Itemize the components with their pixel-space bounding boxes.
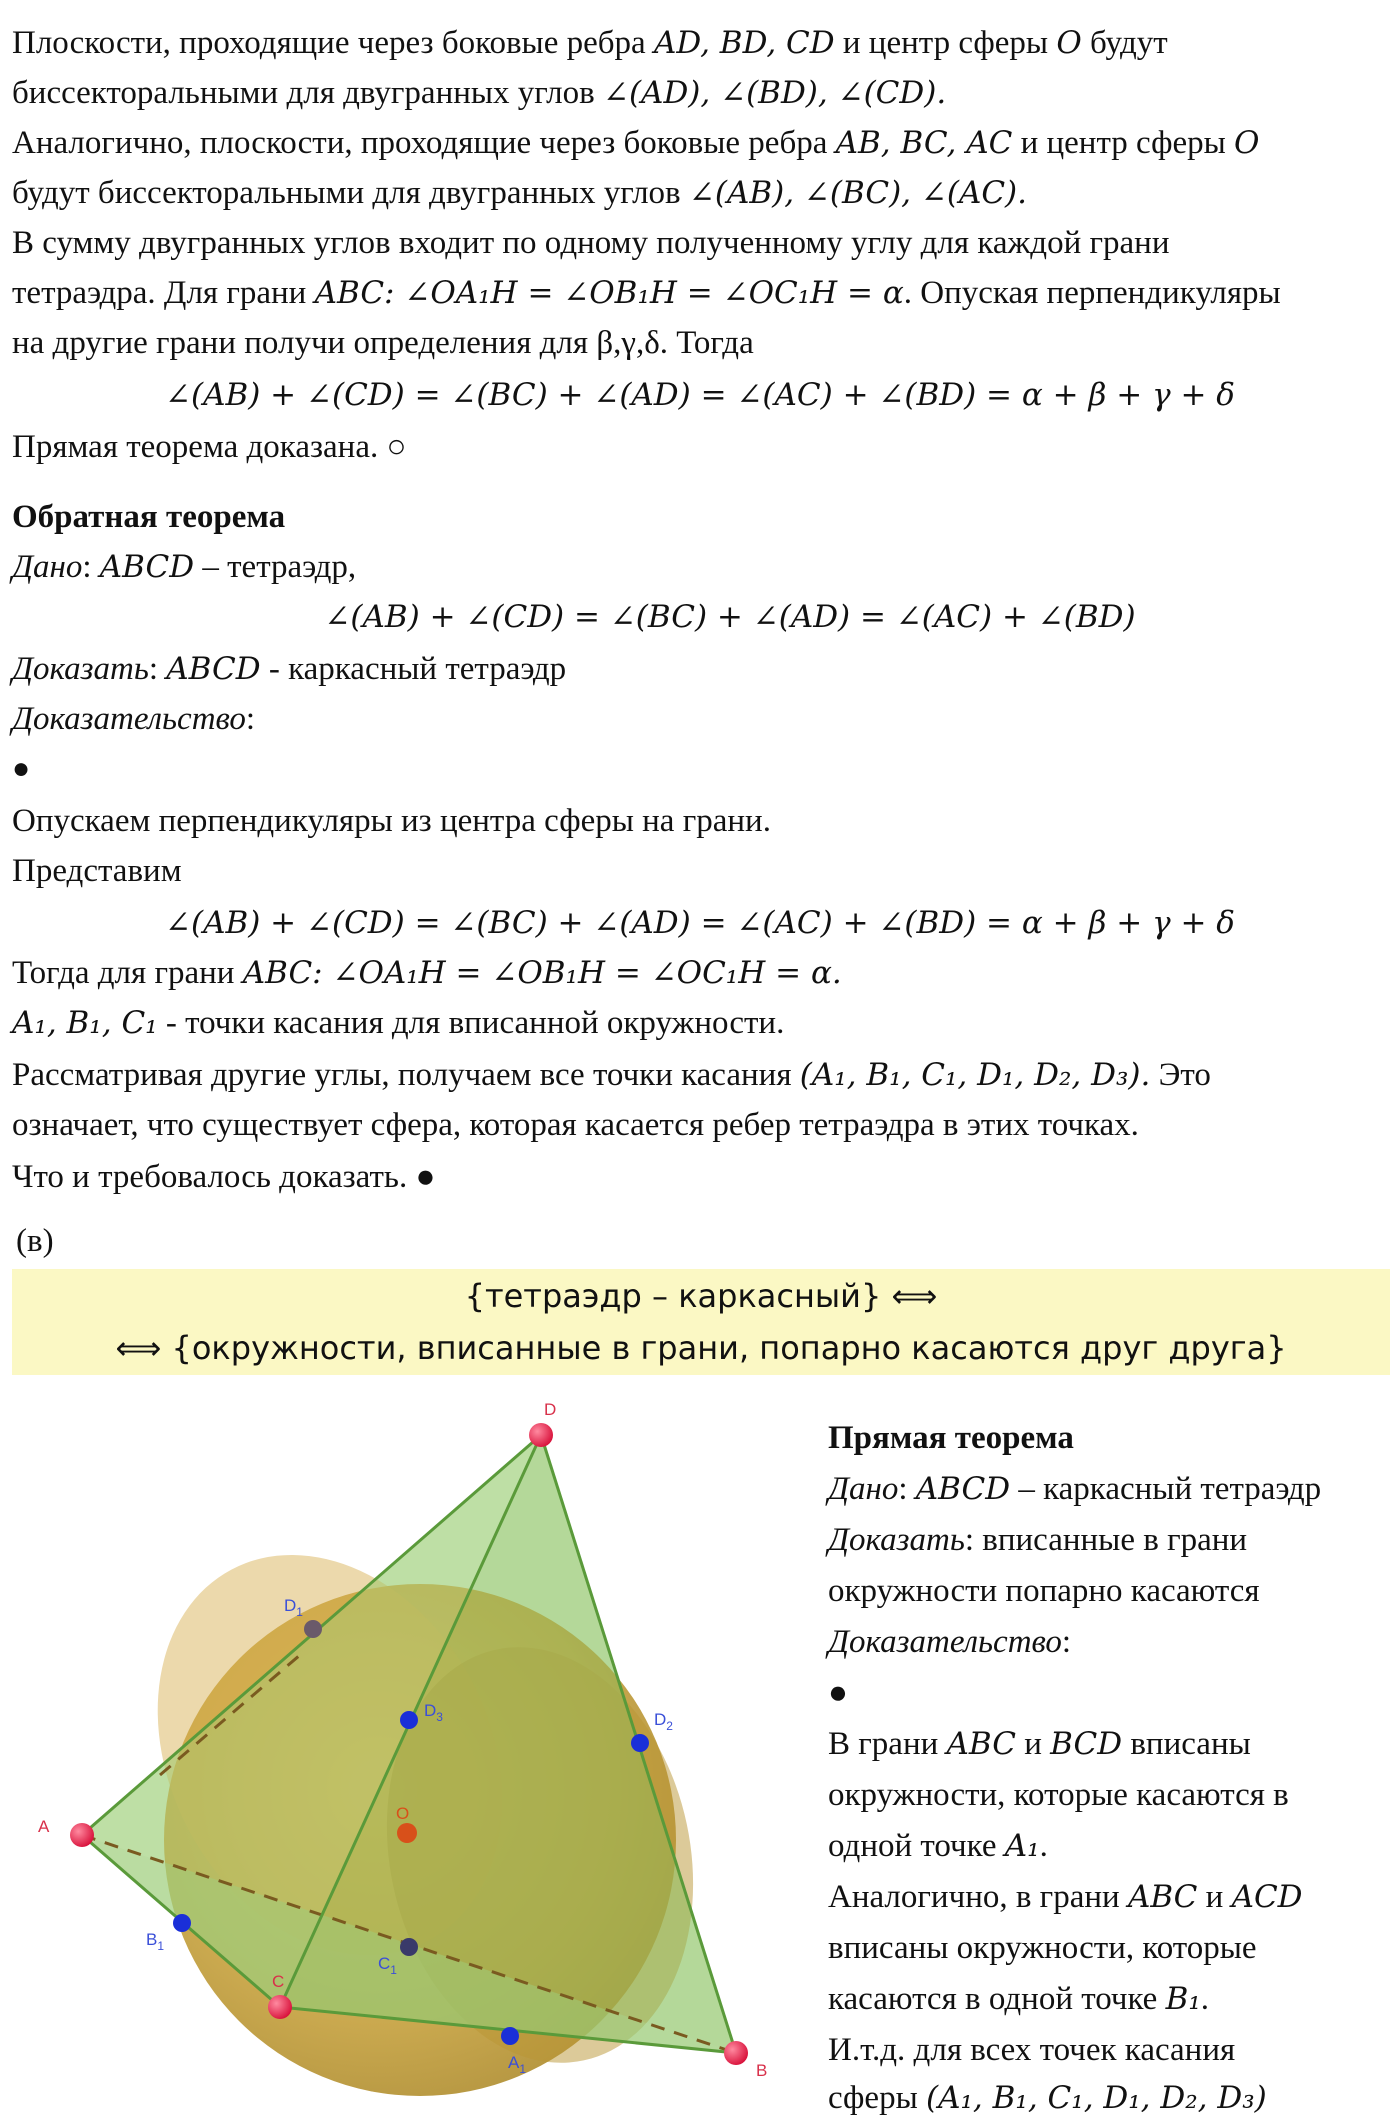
text-line — [828, 1974, 1209, 2025]
text-line: Представим — [12, 853, 182, 889]
text: биссекторальными для двугранных углов — [12, 75, 603, 111]
label-letter: B — [146, 1930, 158, 1949]
section-heading: Прямая теорема — [828, 1420, 1074, 1456]
text-line — [12, 118, 1259, 168]
text-line — [828, 2073, 1267, 2124]
center-o — [397, 1823, 417, 1843]
text-line — [12, 998, 784, 1048]
text: Плоскости, проходящие через боковые ребра — [12, 25, 654, 61]
text-line: В сумму двугранных углов входит по одному полученному углу для каждой грани — [12, 225, 1170, 261]
text-line — [12, 948, 842, 998]
text-line: Что и требовалось доказать. ● — [12, 1159, 436, 1195]
text: и — [1197, 1879, 1232, 1915]
text: тетраэдра. Для грани — [12, 275, 315, 311]
label-o: O — [396, 1804, 410, 1823]
point-a1 — [501, 2027, 519, 2045]
proof-line: Доказательство: — [828, 1624, 1072, 1660]
math: ABCD — [166, 651, 261, 687]
text: и центр сферы — [1012, 125, 1235, 161]
text: Аналогично, плоскости, проходящие через боковые ребра — [12, 125, 836, 161]
text: будут — [1081, 25, 1168, 61]
tetrahedron-figure — [0, 1385, 800, 2122]
point-b1 — [173, 1914, 191, 1932]
text: Аналогично, в грани — [828, 1879, 1128, 1915]
text: одной точке — [828, 1828, 1005, 1864]
text-line — [12, 18, 1168, 68]
text-line — [828, 1821, 1048, 1872]
math: O — [1056, 25, 1082, 61]
text: . Опуская перпендикуляры — [903, 275, 1281, 311]
point-d2 — [631, 1734, 649, 1752]
section-heading: Обратная теорема — [12, 499, 286, 535]
banner-line: ⟺ {окружности, вписанные в грани, попарно касаются друг друга} — [115, 1329, 1287, 1367]
label-sub: 1 — [519, 2062, 527, 2076]
label: Доказательство — [828, 1624, 1062, 1660]
text-line: Опускаем перпендикуляры из центра сферы на грани. — [12, 803, 771, 839]
label-b1 — [146, 1930, 164, 1953]
given-line: Дано: ABCD – каркасный тетраэдр — [828, 1471, 1322, 1507]
text-line — [12, 68, 946, 118]
text: касаются в одной точке — [828, 1981, 1166, 2017]
text-line: вписаны окружности, которые — [828, 1930, 1257, 1966]
label-a: A — [38, 1817, 50, 1836]
given-line: Дано: ABCD – тетраэдр, — [12, 549, 357, 585]
text-line: окружности попарно касаются — [828, 1573, 1260, 1609]
label-d: D — [544, 1400, 557, 1419]
text: - точки касания для вписанной окружности. — [157, 1005, 785, 1041]
label-d2 — [654, 1710, 673, 1733]
math: ∠(AD), ∠(BD), ∠(CD). — [602, 75, 947, 111]
text: Это — [1150, 1057, 1211, 1093]
label-b: B — [756, 2061, 768, 2080]
math: ABC: ∠OA₁H = ∠OB₁H = ∠OC₁H = α. — [242, 955, 842, 991]
math: ACD — [1231, 1879, 1303, 1915]
label-letter: C — [378, 1954, 391, 1973]
theorem-banner — [12, 1269, 1390, 1375]
label-letter: D — [284, 1596, 297, 1615]
math: BCD — [1050, 1726, 1123, 1762]
math: ∠(AB), ∠(BC), ∠(AC). — [688, 175, 1027, 211]
math: (A₁, B₁, C₁, D₁, D₂, D₃). — [799, 1057, 1151, 1093]
prove-line: Доказать: ABCD - каркасный тетраэдр — [12, 651, 567, 687]
math: AB, BC, AC — [835, 125, 1013, 161]
part-label: (в) — [16, 1223, 54, 1259]
label-letter: D — [424, 1701, 437, 1720]
text-line: на другие грани получи определения для β,γ,δ. Тогда — [12, 325, 754, 361]
text-line — [828, 1872, 1303, 1923]
label-sub: 2 — [666, 1719, 673, 1733]
label-sub: 1 — [296, 1605, 303, 1619]
math: ABCD — [99, 549, 195, 585]
vertex-c — [268, 1995, 292, 2019]
label-letter: D — [654, 1710, 667, 1729]
label-letter: A — [508, 2053, 520, 2072]
math: ABC: ∠OA₁H = ∠OB₁H = ∠OC₁H = α — [314, 275, 904, 311]
text-line: окружности, которые касаются в — [828, 1777, 1289, 1813]
label: Доказательство — [12, 701, 246, 737]
text-line: И.т.д. для всех точек касания — [828, 2032, 1236, 2068]
text: - каркасный тетраэдр — [260, 651, 567, 687]
text-line: Прямая теорема доказана. ○ — [12, 429, 407, 465]
label-sub: 3 — [436, 1710, 443, 1724]
text: сферы — [828, 2080, 927, 2116]
text-line — [12, 168, 1027, 218]
label-sub: 1 — [157, 1939, 165, 1953]
math: (A₁, B₁, C₁, D₁, D₂, D₃) — [926, 2080, 1267, 2116]
text: : вписанные в грани — [964, 1522, 1248, 1558]
math: A₁ — [1004, 1828, 1040, 1864]
vertex-b — [724, 2041, 748, 2065]
math: B₁ — [1165, 1981, 1201, 2017]
text: Рассматривая другие углы, получаем все точки касания — [12, 1057, 800, 1093]
text: будут биссекторальными для двугранных углов — [12, 175, 689, 211]
text-line: означает, что существует сфера, которая касается ребер тетраэдра в этих точках. — [12, 1107, 1139, 1143]
vertex-a — [70, 1823, 94, 1847]
label: Дано — [12, 549, 83, 585]
label-c: C — [272, 1972, 285, 1991]
math: ABC — [946, 1726, 1016, 1762]
text: и — [1015, 1726, 1051, 1762]
prove-line — [828, 1515, 1247, 1566]
text: В грани — [828, 1726, 947, 1762]
equation: ∠(AB) + ∠(CD) = ∠(BC) + ∠(AD) = ∠(AC) + ∠(BD) = α + β + γ + δ — [165, 377, 1235, 413]
label: Доказать — [828, 1522, 965, 1558]
text: Тогда для грани — [12, 955, 243, 991]
bullet: ● — [12, 752, 31, 785]
point-d3 — [400, 1711, 418, 1729]
math: ABC — [1127, 1879, 1198, 1915]
text-line — [12, 1050, 1211, 1100]
text-line — [12, 268, 1281, 318]
text: вписаны — [1122, 1726, 1251, 1762]
math: A₁, B₁, C₁ — [12, 1005, 158, 1041]
equation: ∠(AB) + ∠(CD) = ∠(BC) + ∠(AD) = ∠(AC) + ∠(BD) = α + β + γ + δ — [165, 905, 1235, 941]
vertex-d — [529, 1423, 553, 1447]
point-d1 — [304, 1620, 322, 1638]
label-sub: 1 — [390, 1963, 397, 1977]
text: – каркасный тетраэдр — [1010, 1471, 1322, 1507]
equation: ∠(AB) + ∠(CD) = ∠(BC) + ∠(AD) = ∠(AC) + ∠(BD) — [324, 599, 1136, 635]
math: ABCD — [915, 1471, 1011, 1507]
math: O — [1234, 125, 1260, 161]
text: и центр сферы — [834, 25, 1057, 61]
text: – тетраэдр, — [194, 549, 357, 585]
label: Дано — [828, 1471, 899, 1507]
proof-line: Доказательство: — [12, 701, 256, 737]
bullet: ● — [828, 1675, 848, 1711]
point-c1 — [400, 1938, 418, 1956]
label: Доказать — [12, 651, 149, 687]
text: . — [1200, 1981, 1210, 2017]
banner-line: {тетраэдр – каркасный} ⟺ — [464, 1277, 938, 1315]
text: . — [1039, 1828, 1048, 1864]
text-line — [828, 1719, 1251, 1770]
math: AD, BD, CD — [653, 25, 835, 61]
